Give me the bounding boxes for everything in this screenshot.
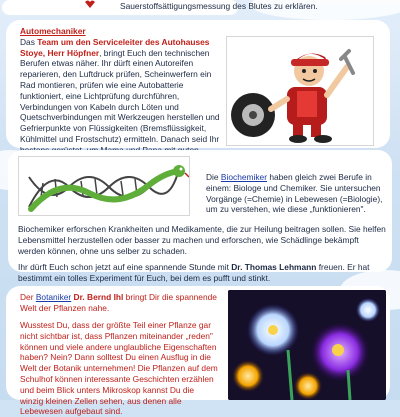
mechanic-cartoon <box>226 36 374 146</box>
biochemiker-intro <box>206 172 384 215</box>
mechanic-illustration <box>227 37 373 145</box>
biochemiker-link[interactable]: Biochemiker <box>220 172 267 182</box>
lehmann-rest: freuen. Er hat bestimmt ein tolles Experiment für Euch, bei dem es pufft und stinkt. <box>18 262 370 283</box>
glowing-flowers-photo <box>228 290 386 400</box>
botaniker-paragraph: Wusstest Du, dass der größte Teil einer Pflanze gar nicht sichtbar ist, dass Pflanzen miteinander „reden" können und viele andere unglaubliche Eigenschaften haben? Nein? Dann solltest Du einen Ausflug in die Welt der Botanik unternehmen! Die Pflanzen auf dem Schulhof können interessante Geschichten erzählen und beim Blick unters Mikroskop kannst Du die winzig kleinen Zellen sehen, aus denen alle Lebewesen aufgebaut sind. <box>20 320 218 417</box>
automechaniker-team-link: Team um den Serviceleiter des Autohauses Stoye, <box>20 36 210 58</box>
automechaniker-heading: Automechaniker <box>20 26 86 36</box>
dna-snake-cartoon <box>18 156 190 216</box>
botaniker-link[interactable]: Botaniker <box>35 292 72 302</box>
biochemiker-lehmann-text <box>18 262 388 284</box>
lehmann-name: Dr. Thomas Lehmann <box>231 262 317 272</box>
automechaniker-paragraph: , bringt Euch den technischen Berufen etwas näher. Ihr dürft einen Autoreifen reparieren, den Luftdruck prüfen, Scheinwerfern ein Rad montieren, prüfen wie eine Autobatterie funktioniert, eine Lichtprüfung durchführen, Verbindungen von Kabeln durch Löten und Quetschverbindungen mit Werkzeugen herstellen und Gefrierpunkte von Flüssigkeiten (Bremsflüssigkeit, Kühlmittel und Frostschutz) ermitteln. Danach seid Ihr <box>20 47 220 144</box>
biochemiker-paragraph: Biochemiker erforschen Krankheiten und Medikamente, die zur Heilung beitragen sollen. Sie helfen Lebensmittel herzustellen oder basser zu machen und erforschen, wie Schädlinge bekämpft werden können, ohne uns selber zu schaden. <box>18 224 386 256</box>
biochemiker-intro-prefix: Die <box>206 172 221 182</box>
botaniker-prefix: Der <box>20 292 36 302</box>
automechaniker-name: Herr Höpfner <box>47 47 100 58</box>
heart-icon <box>60 0 120 10</box>
automechaniker-team-prefix: Das <box>20 36 38 47</box>
lehmann-prefix: Ihr dürft Euch schon jetzt auf eine spannende Stunde mit <box>18 262 232 272</box>
flowers-illustration <box>228 290 386 400</box>
botaniker-intro <box>20 292 220 314</box>
botaniker-name: Dr. Bernd Ihl <box>71 292 124 302</box>
dna-illustration <box>19 157 189 215</box>
botaniker-rest: bringt Dir die spannende Welt der Pflanzen nahe. <box>20 292 217 313</box>
biochemiker-intro-rest: haben gleich zwei Berufe in einem: Biologe und Chemiker. Sie untersuchen Vorgänge (=Chemie) in Lebewesen (=Biologie), um zu verstehen, wie diese „funktionieren". <box>206 172 383 215</box>
top-text: Sauerstoffsättigungsmessung des Blutes zu erklären. <box>120 1 318 11</box>
